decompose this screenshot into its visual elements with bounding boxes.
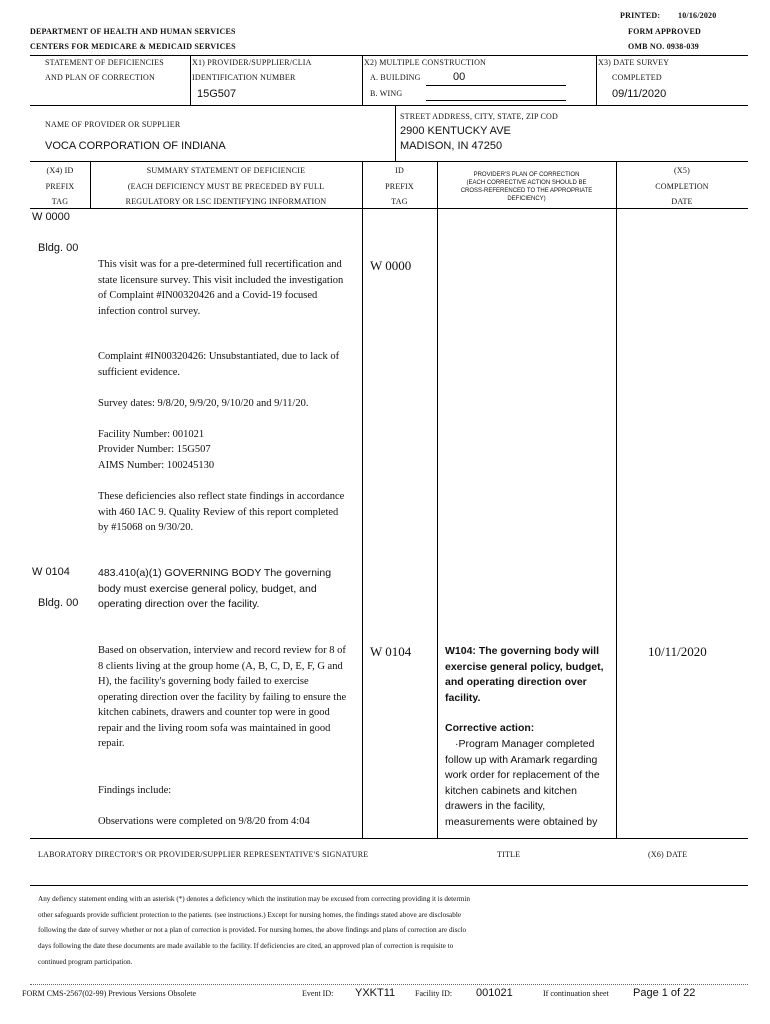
building-underline bbox=[426, 85, 566, 86]
summary-label-2: (EACH DEFICIENCY MUST BE PRECEDED BY FULL bbox=[127, 182, 325, 191]
top-box-divider-3 bbox=[596, 55, 597, 105]
body-divider-2 bbox=[437, 208, 438, 838]
complaint-result: Complaint #IN00320426: Unsubstantiated, due to lack of sufficient evidence. bbox=[98, 351, 340, 378]
facility-id-value: 001021 bbox=[476, 987, 513, 999]
building-tag-2: Bldg. 00 bbox=[38, 597, 79, 609]
governing-body-regulation: 483.410(a)(1) GOVERNING BODY The governing body must exercise general policy, budget, and operating direction over the facility. bbox=[98, 567, 332, 610]
plan-heading: W104: The governing body will exercise general policy, budget, and operating direction over facility. bbox=[445, 645, 604, 704]
aims-number: AIMS Number: 100245130 bbox=[98, 460, 215, 471]
x3-label-2: COMPLETED bbox=[612, 73, 662, 82]
form-number: FORM CMS-2567(02-99) Previous Versions Obsolete bbox=[22, 989, 197, 998]
facility-id-label: Facility ID: bbox=[415, 989, 453, 998]
summary-label-3: REGULATORY OR LSC IDENTIFYING INFORMATION bbox=[125, 197, 327, 206]
id-label: ID bbox=[395, 166, 404, 175]
wing-underline bbox=[426, 100, 566, 101]
top-box-border-bottom bbox=[30, 105, 748, 106]
corrective-action-text: ·Program Manager completed follow up with Aramark regarding work order for replacement of the kitchen cabinets and kitchen drawers in the facility, measurements were obtained by bbox=[445, 738, 600, 828]
id-tag-label: TAG bbox=[391, 197, 408, 206]
building-label: A. BUILDING bbox=[370, 73, 421, 82]
top-box-divider-1 bbox=[190, 55, 191, 105]
printed-date: 10/16/2020 bbox=[678, 11, 717, 20]
address-line-1: 2900 KENTUCKY AVE bbox=[400, 125, 511, 137]
column-header-border-bottom bbox=[30, 208, 748, 209]
signature-label: LABORATORY DIRECTOR'S OR PROVIDER/SUPPLIER REPRESENTATIVE'S SIGNATURE bbox=[38, 850, 369, 859]
survey-dates: Survey dates: 9/8/20, 9/9/20, 9/10/20 and 9/11/20. bbox=[98, 398, 309, 409]
body-divider-1 bbox=[362, 208, 363, 838]
summary-label-1: SUMMARY STATEMENT OF DEFICIENCIE bbox=[146, 166, 306, 175]
plan-label-2: (EACH CORRECTIVE ACTION SHOULD BE bbox=[466, 180, 587, 186]
building-tag-1: Bldg. 00 bbox=[38, 242, 79, 254]
top-box-border-top bbox=[30, 55, 748, 56]
title-label: TITLE bbox=[497, 850, 521, 859]
disclaimer-line-3: following the date of survey whether or not a plan of correction is provided. For nursing homes, the above findings and plans of correction are disclo bbox=[38, 926, 467, 934]
continuation-sheet-label: If continuation sheet bbox=[543, 989, 609, 998]
plan-tag-w0104: W 0104 bbox=[370, 644, 412, 659]
x5-label: (X5) bbox=[674, 166, 690, 175]
x4-id-label: (X4) ID bbox=[46, 166, 74, 175]
governing-body-finding: Based on observation, interview and record review for 8 of 8 clients living at the group home (A, B, C, D, E, F, G and H), the facility's governing body failed to exercise operating direction over the facility by failing to ensure the kitchen cabinets, drawers and counter top were in good repair and the living room sofa was maintained in good repair. bbox=[98, 645, 347, 749]
footer-divider bbox=[30, 984, 748, 985]
department-name: DEPARTMENT OF HEALTH AND HUMAN SERVICES bbox=[30, 27, 236, 36]
plan-label-3: CROSS-REFERENCED TO THE APPROPRIATE bbox=[460, 188, 593, 194]
x1-label-1: X1) PROVIDER/SUPPLIER/CLIA bbox=[192, 58, 312, 67]
omb-number: OMB NO. 0938-039 bbox=[628, 42, 699, 51]
plan-label-1: PROVIDER'S PLAN OF CORRECTION bbox=[473, 172, 580, 178]
disclaimer-line-4: days following the date these documents are made available to the facility. If deficiencies are cited, an approved plan of correction is requisite to bbox=[38, 942, 454, 950]
x5-date-label: DATE bbox=[671, 197, 693, 206]
statement-label-2: AND PLAN OF CORRECTION bbox=[45, 73, 155, 82]
plan-tag-w0000: W 0000 bbox=[370, 258, 412, 273]
disclaimer-line-5: continued program participation. bbox=[38, 958, 133, 966]
page-number: Page 1 of 22 bbox=[633, 987, 696, 999]
state-findings-note: These deficiencies also reflect state findings in accordance with 460 IAC 9. Quality Review of this report completed by #15068 on 9/30/20. bbox=[98, 491, 345, 533]
printed-label: PRINTED: bbox=[620, 11, 661, 20]
provider-name-label: NAME OF PROVIDER OR SUPPLIER bbox=[45, 120, 181, 129]
building-value: 00 bbox=[453, 71, 466, 83]
deficiency-tag-w0000: W 0000 bbox=[32, 211, 70, 223]
wing-label: B. WING bbox=[370, 89, 403, 98]
corrective-action-label: Corrective action: bbox=[445, 722, 535, 734]
statement-label-1: STATEMENT OF DEFICIENCIES bbox=[45, 58, 164, 67]
survey-date-value: 09/11/2020 bbox=[612, 88, 667, 100]
x5-completion-label: COMPLETION bbox=[655, 182, 709, 191]
provider-number-value: 15G507 bbox=[197, 88, 237, 100]
form-approved: FORM APPROVED bbox=[628, 27, 702, 36]
disclaimer-line-1: Any defiency statement ending with an asterisk (*) denotes a deficiency which the institution may be excused from correcting providing it is determin bbox=[38, 895, 470, 903]
provider-name-value: VOCA CORPORATION OF INDIANA bbox=[45, 140, 226, 152]
provider-number: Provider Number: 15G507 bbox=[98, 444, 211, 455]
disclaimer-line-2: other safeguards provide sufficient protection to the patients. (see instructions.) Except for nursing homes, the findings stated above are disclosable bbox=[38, 911, 462, 919]
x3-label-1: X3) DATE SURVEY bbox=[598, 58, 670, 67]
completion-date: 10/11/2020 bbox=[648, 644, 707, 659]
signature-date-label: (X6) DATE bbox=[648, 850, 688, 859]
x4-prefix-label: PREFIX bbox=[45, 182, 75, 191]
body-divider-3 bbox=[616, 208, 617, 838]
top-box-divider-2 bbox=[362, 55, 363, 105]
centers-name: CENTERS FOR MEDICARE & MEDICAID SERVICES bbox=[30, 42, 236, 51]
event-id-label: Event ID: bbox=[302, 989, 334, 998]
address-line-2: MADISON, IN 47250 bbox=[400, 140, 503, 152]
deficiency-tag-w0104: W 0104 bbox=[32, 566, 70, 578]
provider-box-border-bottom bbox=[30, 161, 748, 162]
observations-text: Observations were completed on 9/8/20 from 4:04 bbox=[98, 816, 310, 827]
x4-tag-label: TAG bbox=[51, 197, 69, 206]
facility-number: Facility Number: 001021 bbox=[98, 429, 205, 440]
findings-include: Findings include: bbox=[98, 785, 172, 796]
body-border-bottom bbox=[30, 838, 748, 839]
x1-label-2: IDENTIFICATION NUMBER bbox=[192, 73, 296, 82]
visit-description: This visit was for a pre-determined full recertification and state licensure survey. This visit included the investigation of Complaint #IN00320426 and a Covid-19 focused infection control survey. bbox=[98, 259, 344, 317]
event-id-value: YXKT11 bbox=[355, 987, 396, 999]
id-prefix-label: PREFIX bbox=[385, 182, 414, 191]
plan-label-4: DEFICIENCY) bbox=[507, 196, 546, 202]
signature-border-bottom bbox=[30, 885, 748, 886]
address-label: STREET ADDRESS, CITY, STATE, ZIP COD bbox=[400, 112, 558, 121]
x2-label: X2) MULTIPLE CONSTRUCTION bbox=[364, 58, 487, 67]
provider-box-divider bbox=[395, 105, 396, 161]
